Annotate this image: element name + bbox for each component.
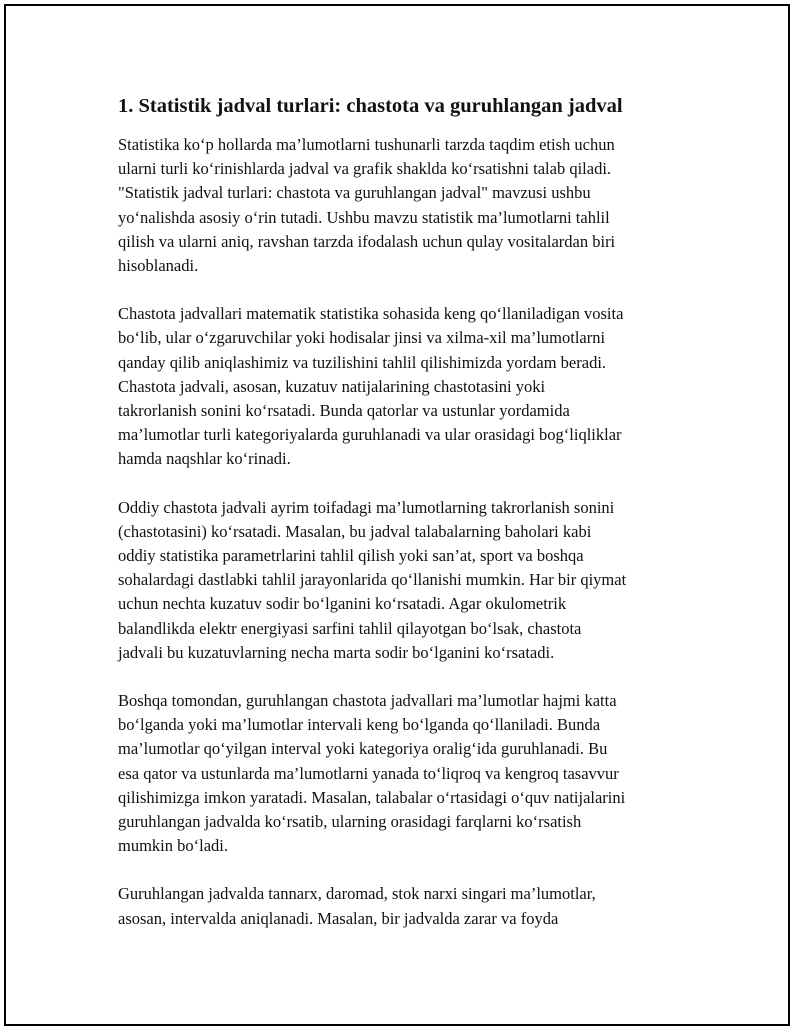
paragraph-line: uchun nechta kuzatuv sodir bo‘lganini ko‘rsatadi. Agar okulometrik xyxy=(118,594,567,614)
paragraph-line: Chastota jadvali, asosan, kuzatuv natijalarining chastotasini yoki xyxy=(118,376,546,396)
body-paragraph xyxy=(118,496,688,665)
document-body xyxy=(118,93,688,955)
paragraph-line: ularni turli ko‘rinishlarda jadval va grafik shaklda ko‘rsatishni talab qiladi. xyxy=(118,159,612,179)
paragraph-line: bo‘lganda yoki ma’lumotlar intervali keng bo‘lganda qo‘llaniladi. Bunda xyxy=(118,715,601,735)
paragraph-line: Oddiy chastota jadvali ayrim toifadagi ma’lumotlarning takrorlanish sonini xyxy=(118,497,615,517)
paragraph-line: qilishimizga imkon yaratadi. Masalan, talabalar o‘rtasidagi o‘quv natijalarini xyxy=(118,787,626,807)
paragraph-line: hamda naqshlar ko‘rinadi. xyxy=(118,449,291,469)
paragraph-line: ma’lumotlar qo‘yilgan interval yoki kategoriya oralig‘ida guruhlanadi. Bu xyxy=(118,739,608,759)
paragraph-line: oddiy statistika parametrlarini tahlil qilish yoki san’at, sport va boshqa xyxy=(118,546,584,566)
body-paragraph xyxy=(118,133,688,278)
paragraph-line: hisoblanadi. xyxy=(118,256,199,276)
body-paragraph xyxy=(118,302,688,471)
paragraph-line: ma’lumotlar turli kategoriyalarda guruhlanadi va ular orasidagi bog‘liqliklar xyxy=(118,425,622,445)
paragraph-line: Chastota jadvallari matematik statistika sohasida keng qo‘llaniladigan vosita xyxy=(118,304,624,324)
paragraph-line: (chastotasini) ko‘rsatadi. Masalan, bu jadval talabalarning baholari kabi xyxy=(118,521,592,541)
paragraph-line: "Statistik jadval turlari: chastota va guruhlangan jadval" mavzusi ushbu xyxy=(118,183,591,203)
paragraph-line: asosan, intervalda aniqlanadi. Masalan, bir jadvalda zarar va foyda xyxy=(118,908,559,928)
paragraph-line: takrorlanish sonini ko‘rsatadi. Bunda qatorlar va ustunlar yordamida xyxy=(118,401,570,421)
section-heading: 1. Statistik jadval turlari: chastota va guruhlangan jadval xyxy=(118,95,623,117)
paragraph-list xyxy=(118,133,688,931)
paragraph-line: jadvali bu kuzatuvlarning necha marta sodir bo‘lganini ko‘rsatadi. xyxy=(118,642,555,662)
paragraph-line: qanday qilib aniqlashimiz va tuzilishini tahlil qilishimizda yordam beradi. xyxy=(118,352,607,372)
body-paragraph xyxy=(118,689,688,858)
paragraph-line: Statistika ko‘p hollarda ma’lumotlarni tushunarli tarzda taqdim etish uchun xyxy=(118,135,615,154)
paragraph-line: sohalardagi dastlabki tahlil jarayonlarida qo‘llanishi mumkin. Har bir qiymat xyxy=(118,570,627,590)
paragraph-line: qilish va ularni aniq, ravshan tarzda ifodalash uchun qulay vositalardan biri xyxy=(118,231,616,251)
paragraph-line: Boshqa tomondan, guruhlangan chastota jadvallari ma’lumotlar hajmi katta xyxy=(118,691,617,711)
paragraph-line: guruhlangan jadvalda ko‘rsatib, ularning orasidagi farqlarni ko‘rsatish xyxy=(118,812,582,832)
paragraph-line: esa qator va ustunlarda ma’lumotlarni yanada to‘liqroq va kengroq tasavvur xyxy=(118,763,619,783)
paragraph-line: yo‘nalishda asosiy o‘rin tutadi. Ushbu mavzu statistik ma’lumotlarni tahlil xyxy=(118,207,610,227)
paragraph-line: balandlikda elektr energiyasi sarfini tahlil qilayotgan bo‘lsak, chastota xyxy=(118,618,582,638)
paragraph-line: Guruhlangan jadvalda tannarx, daromad, stok narxi singari ma’lumotlar, xyxy=(118,884,596,904)
paragraph-line: bo‘lib, ular o‘zgaruvchilar yoki hodisalar jinsi va xilma-xil ma’lumotlarni xyxy=(118,328,606,348)
body-paragraph xyxy=(118,882,688,930)
paragraph-line: mumkin bo‘ladi. xyxy=(118,836,228,856)
